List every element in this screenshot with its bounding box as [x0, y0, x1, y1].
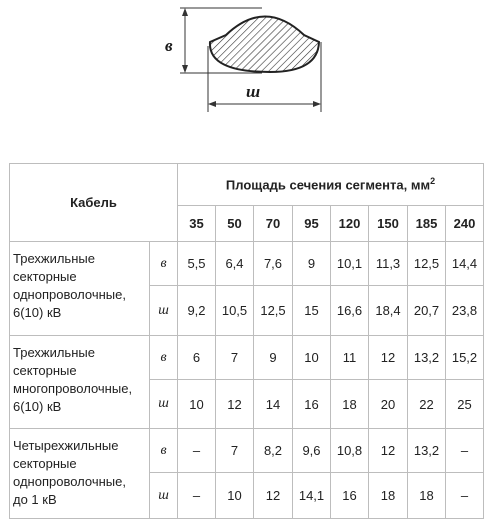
table-cell: 13,2 [408, 429, 446, 473]
area-header: Площадь сечения сегмента, $мм^2$ [178, 164, 484, 206]
cable-name: Трехжильные секторные однопроволочные, 6(10) кВ [10, 242, 150, 336]
dim-label: ш [150, 380, 178, 429]
table-cell: 18 [408, 473, 446, 519]
size-header: 50 [216, 206, 254, 242]
size-header: 240 [446, 206, 484, 242]
size-header: 150 [369, 206, 408, 242]
table-cell: 18 [331, 380, 369, 429]
table-cell: – [178, 473, 216, 519]
table-cell: 9,6 [293, 429, 331, 473]
height-dim-label: в [165, 36, 173, 55]
table-cell: 9,2 [178, 286, 216, 336]
table-cell: 6 [178, 336, 216, 380]
table-cell: 15 [293, 286, 331, 336]
table-cell: – [446, 429, 484, 473]
dim-label: в [150, 429, 178, 473]
table-cell: 6,4 [216, 242, 254, 286]
table-cell: 7,6 [254, 242, 293, 286]
size-header: 120 [331, 206, 369, 242]
table-row [10, 242, 484, 286]
table-cell: 12 [369, 429, 408, 473]
size-header: 35 [178, 206, 216, 242]
table-cell: 14,1 [293, 473, 331, 519]
table-cell: 10 [293, 336, 331, 380]
dim-label: в [150, 242, 178, 286]
table-cell: 18 [369, 473, 408, 519]
table-cell: 18,4 [369, 286, 408, 336]
dim-label: ш [150, 286, 178, 336]
table-cell: 25 [446, 380, 484, 429]
table-cell: 10 [178, 380, 216, 429]
table-cell: – [446, 473, 484, 519]
table-cell: 16 [331, 473, 369, 519]
table-cell: 10 [216, 473, 254, 519]
table-cell: 10,5 [216, 286, 254, 336]
table-cell: 14,4 [446, 242, 484, 286]
table-cell: 10,8 [331, 429, 369, 473]
table-cell: 20 [369, 380, 408, 429]
sector-conductor-diagram [0, 0, 503, 160]
table-cell: – [178, 429, 216, 473]
sector-shape [210, 17, 319, 73]
table-cell: 22 [408, 380, 446, 429]
table-cell: 15,2 [446, 336, 484, 380]
table-cell: 11 [331, 336, 369, 380]
table-cell: 7 [216, 429, 254, 473]
table-cell: 9 [254, 336, 293, 380]
table-cell: 14 [254, 380, 293, 429]
table-cell: 12,5 [408, 242, 446, 286]
table-cell: 10,1 [331, 242, 369, 286]
table-cell: 12,5 [254, 286, 293, 336]
table-cell: 20,7 [408, 286, 446, 336]
cable-name: Трехжильные секторные многопроволочные, 6(10) кВ [10, 336, 150, 429]
table-cell: 12 [216, 380, 254, 429]
table-cell: 5,5 [178, 242, 216, 286]
dim-label: ш [150, 473, 178, 519]
width-dim-label: ш [246, 82, 261, 101]
size-header: 95 [293, 206, 331, 242]
table-cell: 11,3 [369, 242, 408, 286]
table-cell: 23,8 [446, 286, 484, 336]
size-header: 70 [254, 206, 293, 242]
table-cell: 16 [293, 380, 331, 429]
dim-label: в [150, 336, 178, 380]
table-cell: 8,2 [254, 429, 293, 473]
table-row [10, 429, 484, 473]
table-cell: 7 [216, 336, 254, 380]
table-cell: 16,6 [331, 286, 369, 336]
table-cell: 13,2 [408, 336, 446, 380]
cable-name: Четырехжильные секторные однопроволочные, до 1 кВ [10, 429, 150, 519]
table-cell: 12 [369, 336, 408, 380]
table-row [10, 336, 484, 380]
sector-dimensions-table [9, 163, 484, 519]
size-header: 185 [408, 206, 446, 242]
cable-header: Кабель [10, 164, 178, 242]
table-cell: 9 [293, 242, 331, 286]
table-cell: 12 [254, 473, 293, 519]
